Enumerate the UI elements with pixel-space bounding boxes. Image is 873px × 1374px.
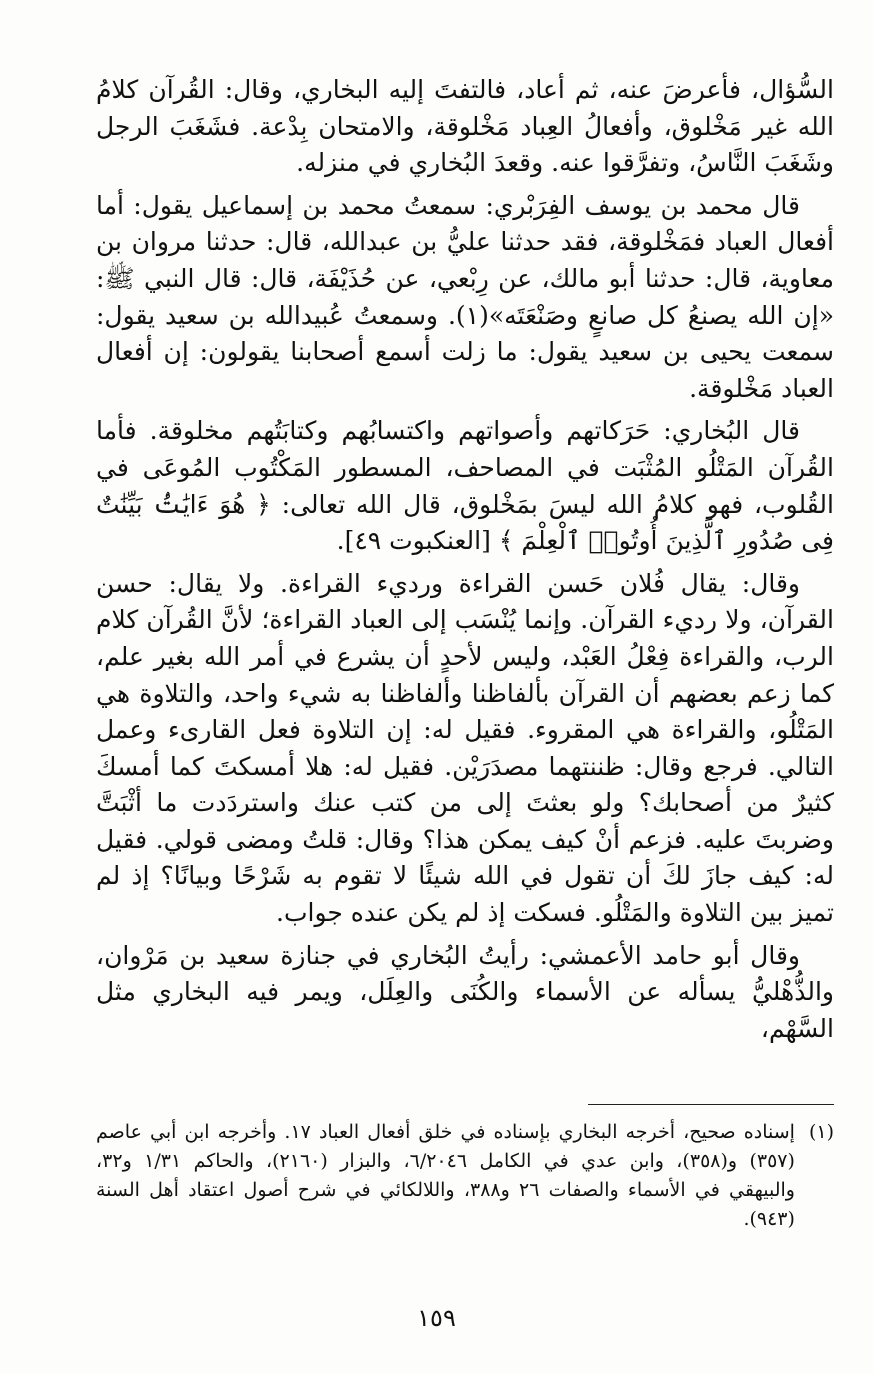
footnote-divider [588,1104,834,1105]
main-text [96,72,834,1053]
page-number: ١٥٩ [417,1304,456,1332]
footnote-marker: (١) [808,1121,834,1143]
paragraph: وقال: يقال فُلان حَسن القراءة ورديء القراءة. ولا يقال: حسن القرآن، ولا رديء القرآن. وإنما يُنْسَب إلى العباد القراءة؛ لأنَّ القُرآن كلام الرب، والقراءة فِعْلُ العَبْد، وليس لأحدٍ أن يشرع في أمر الله بغير علم، كما زعم بعضهم أن القرآن بألفاظنا وألفاظنا به شيء واحد، والتلاوة هي المَتْلُو، والقراءة هي المقروء. فقيل له: إن التلاوة فعل القارىء وعمل التالي. فرجع وقال: ظننتهما مصدَرَيْن. فقيل له: هلا أمسكتَ كما أمسكَ كثيرٌ من أصحابك؟ ولو بعثتَ إلى من كتب عنك واستردَدت ما أثْبَتَّ وضربتَ عليه. فزعم أنْ كيف يمكن هذا؟ وقال: قلتُ ومضى قولي. فقيل له: كيف جازَ لكَ أن تقول في الله شيئًا لا تقوم به شَرْحًا وبيانًا؟ إذ لم تميز بين التلاوة والمَتْلُو. فسكت إذ لم يكن عنده جواب. [96,568,834,928]
paragraph: وقال أبو حامد الأعمشي: رأيتُ البُخاري في جنازة سعيد بن مَرْوان، والذُّهْليُّ يسأله عن الأسماء والكُنَى والعِلَل، ويمر فيه البخاري مثل السَّهْم، [96,940,834,1043]
footnote-text: إسناده صحيح، أخرجه البخاري بإسناده في خلق أفعال العباد ١٧. وأخرجه ابن أبي عاصم (٣٥٧) و(٣٥٨)، وابن عدي في الكامل ٦/٢٠٤٦، والبزار (٢١٦٠)، والحاكم ١/٣١ و٣٢، والبيهقي في الأسماء والصفات ٢٦ و٣٨٨، واللالكائي في شرح أصول اعتقاد أهل السنة (٩٤٣). [96,1121,795,1230]
paragraph: قال محمد بن يوسف الفِرَبْري: سمعتُ محمد بن إسماعيل يقول: أما أفعال العباد فمَخْلوقة، فقد حدثنا عليُّ بن عبدالله، قال: حدثنا مروان بن معاوية، قال: حدثنا أبو مالك، عن رِبْعي، عن حُذَيْفَة، قال: قال النبي ﷺ: «إن الله يصنعُ كل صانعٍ وصَنْعَتَه»(١). وسمعتُ عُبيدالله بن سعيد يقول: سمعت يحيى بن سعيد يقول: ما زلت أسمع أصحابنا يقولون: إن أفعال العباد مَخْلوقة. [96,190,834,403]
paragraph: قال البُخاري: حَرَكاتهم وأصواتهم واكتسابُهم وكتابَتُهم مخلوقة. فأما القُرآن المَتْلُو المُثْبَت في المصاحف، المسطور المَكْتُوب المُوعَى في القُلوب، فهو كلامُ الله ليسَ بمَخْلوق، قال الله تعالى: ﴿ هُوَ ءَايَٰتُۢ بَيِّنَٰتٌ فِى صُدُورِ ٱلَّذِينَ أُوتُوا۟ ٱلْعِلْمَ ﴾ [العنكبوت ٤٩]. [96,416,834,556]
footnotes [96,1118,834,1234]
paragraph: السُّؤال، فأعرضَ عنه، ثم أعاد، فالتفتَ إليه البخاري، وقال: القُرآن كلامُ الله غير مَخْلوق، وأفعالُ العِباد مَخْلوقة، والامتحان بِدْعة. فشَغَبَ الرجل وشَغَبَ النَّاسُ، وتفرَّقوا عنه. وقعدَ البُخاري في منزله. [96,75,834,178]
footnote [96,1118,834,1234]
